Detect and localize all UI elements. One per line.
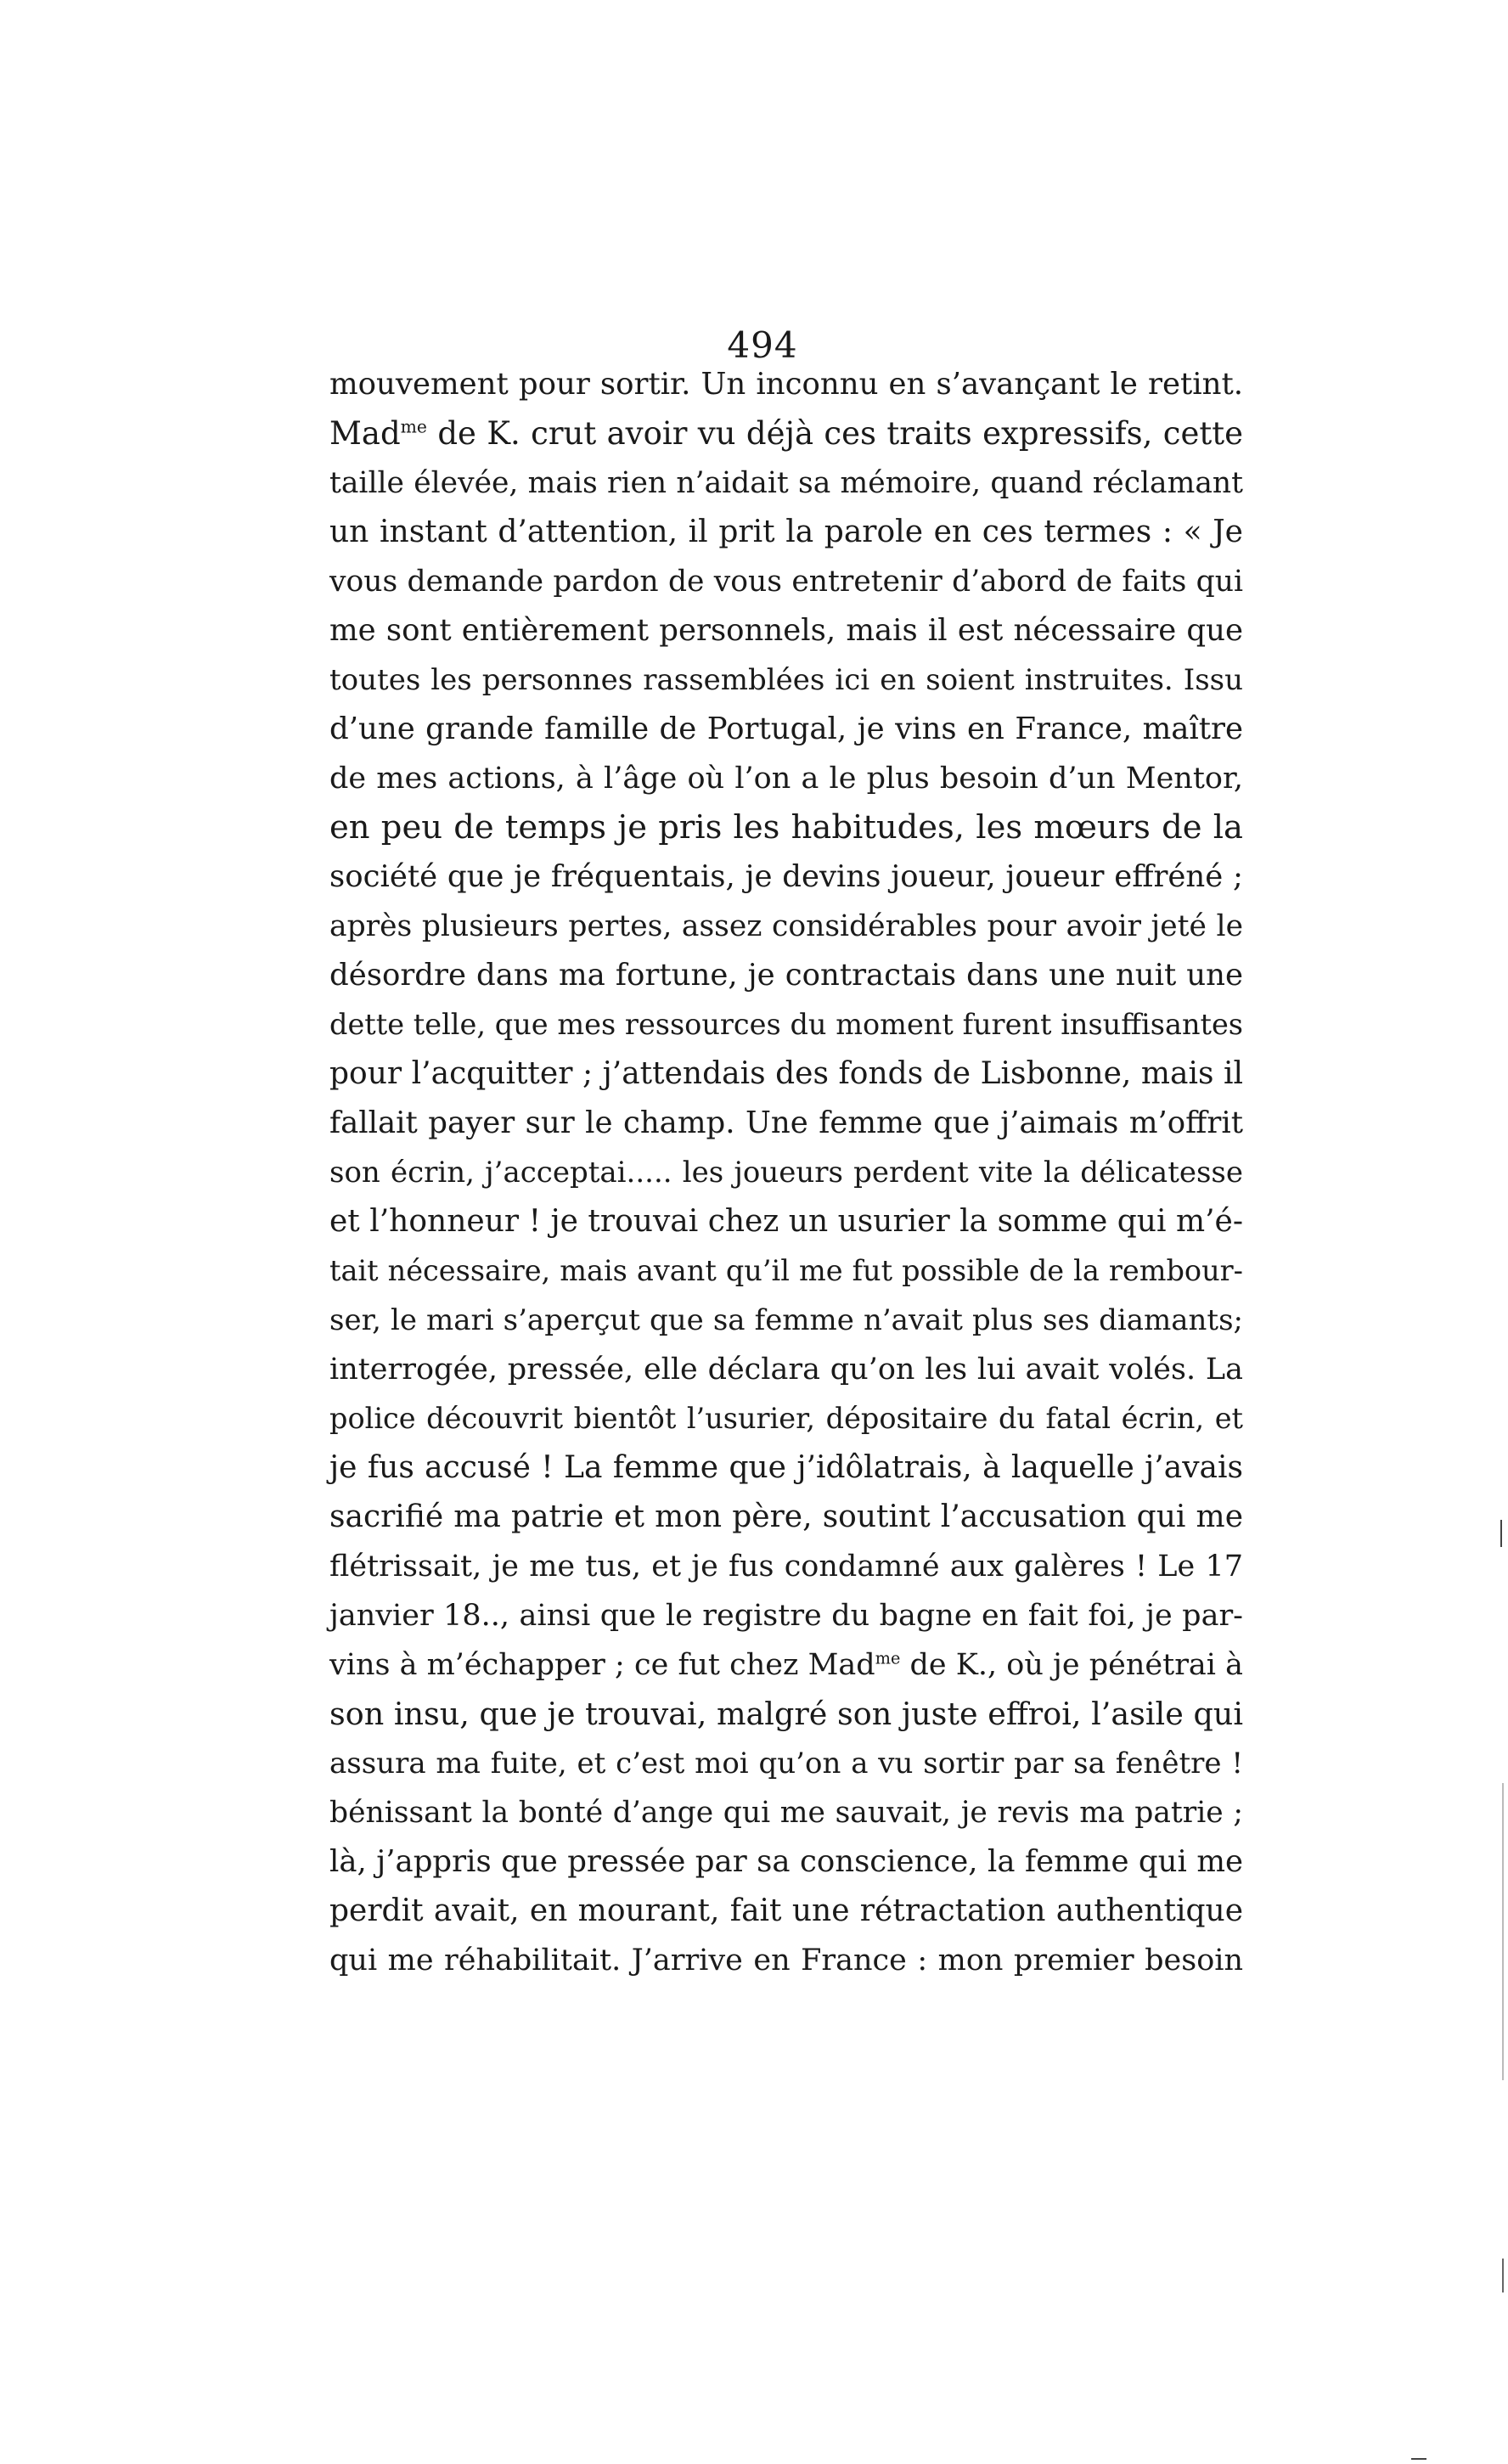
text-line: son écrin, j’acceptai..... les joueurs perdent vite la délicatesse: [329, 1156, 1243, 1190]
text-line: sacrifié ma patrie et mon père, soutint l’accusation qui me: [329, 1499, 1243, 1534]
text-line: un instant d’attention, il prit la parole en ces termes : « Je: [329, 515, 1243, 549]
text-line: bénissant la bonté d’ange qui me sauvait, je revis ma patrie ;: [329, 1796, 1243, 1830]
text-line: qui me réhabilitait. J’arrive en France : mon premier besoin: [329, 1944, 1243, 1977]
text-line: ser, le mari s’aperçut que sa femme n’avait plus ses diamants;: [329, 1303, 1243, 1337]
text-line: vous demande pardon de vous entretenir d’abord de faits qui: [329, 565, 1243, 599]
text-line: société que je fréquentais, je devins joueur, joueur effréné ;: [329, 859, 1243, 894]
text-line: me sont entièrement personnels, mais il est nécessaire que: [329, 613, 1243, 648]
text-line: mouvement pour sortir. Un inconnu en s’avançant le retint.: [329, 367, 1243, 402]
text-line: Mad$^{me}$ de K. crut avoir vu déjà ces traits expressifs, cette: [329, 415, 1243, 452]
text-line: police découvrit bientôt l’usurier, dépositaire du fatal écrin, et: [329, 1402, 1243, 1435]
text-line: en peu de temps je pris les habitudes, les mœurs de la: [329, 808, 1243, 847]
text-line: et l’honneur ! je trouvai chez un usurier la somme qui m’é-: [329, 1204, 1243, 1239]
text-line: janvier 18.., ainsi que le registre du bagne en fait foi, je par-: [329, 1599, 1243, 1633]
text-line: assura ma fuite, et c’est moi qu’on a vu sortir par sa fenêtre !: [329, 1747, 1243, 1780]
text-line: toutes les personnes rassemblées ici en soient instruites. Issu: [329, 663, 1243, 697]
text-line: là, j’appris que pressée par sa conscience, la femme qui me: [329, 1844, 1243, 1879]
text-line: son insu, que je trouvai, malgré son juste effroi, l’asile qui: [329, 1696, 1243, 1732]
text-line: pour l’acquitter ; j’attendais des fonds de Lisbonne, mais il: [329, 1056, 1243, 1091]
text-line: perdit avait, en mourant, fait une rétractation authentique: [329, 1893, 1243, 1928]
text-line: taille élevée, mais rien n’aidait sa mémoire, quand réclamant: [329, 466, 1243, 500]
text-line: de mes actions, à l’âge où l’on a le plus besoin d’un Mentor,: [329, 762, 1243, 796]
text-line: fallait payer sur le champ. Une femme que j’aimais m’offrit: [329, 1105, 1243, 1140]
text-line: après plusieurs pertes, assez considérables pour avoir jeté le: [329, 909, 1243, 943]
text-line: flétrissait, je me tus, et je fus condamné aux galères ! Le 17: [329, 1550, 1243, 1584]
page-number: 494: [727, 324, 798, 366]
text-line: vins à m’échapper ; ce fut chez Mad$^{me}$ de K., où je pénétrai à: [329, 1648, 1243, 1682]
text-line: je fus accusé ! La femme que j’idôlatrais, à laquelle j’avais: [329, 1450, 1243, 1485]
text-line: interrogée, pressée, elle déclara qu’on les lui avait volés. La: [329, 1353, 1243, 1387]
text-line: dette telle, que mes ressources du moment furent insuffisantes: [329, 1008, 1243, 1041]
text-line: tait nécessaire, mais avant qu’il me fut possible de la rembour-: [329, 1254, 1243, 1287]
body-text: [329, 360, 1243, 1985]
text-line: d’une grande famille de Portugal, je vins en France, maître: [329, 712, 1243, 746]
text-line: désordre dans ma fortune, je contractais dans une nuit une: [329, 958, 1243, 993]
